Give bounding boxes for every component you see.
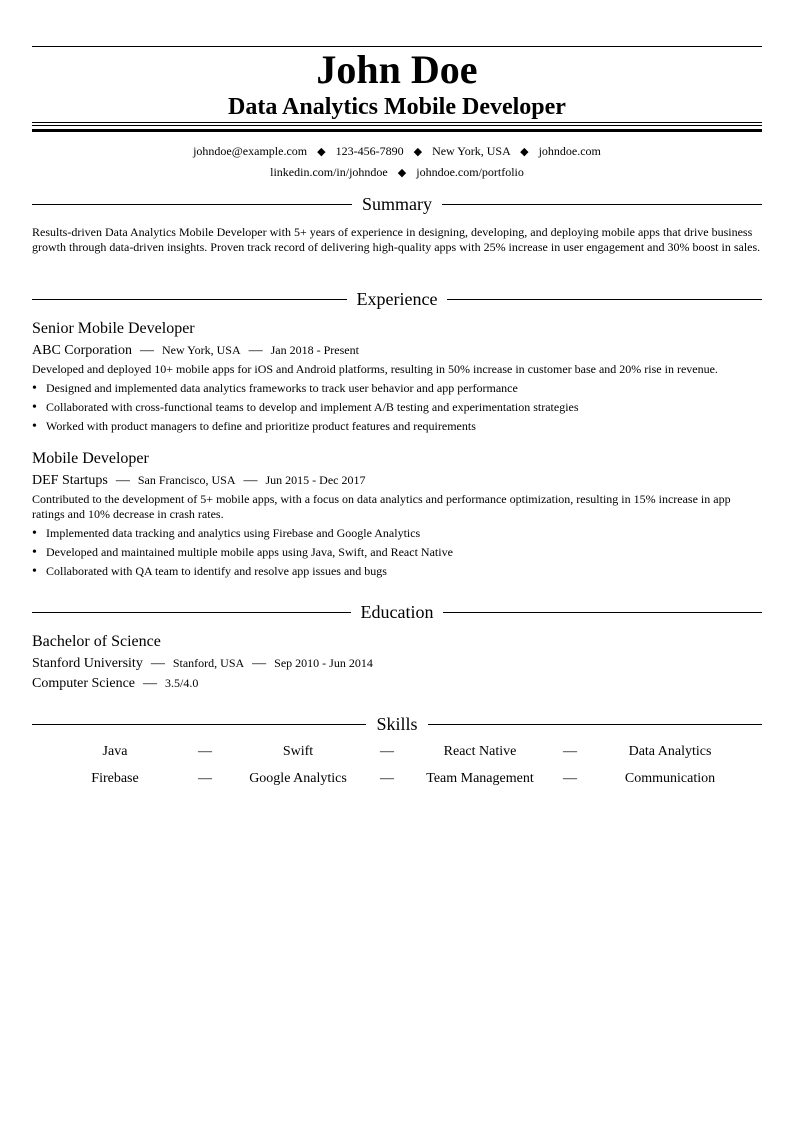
section-title: Education (351, 602, 444, 622)
candidate-title: Data Analytics Mobile Developer (228, 94, 566, 120)
skill-item: Firebase (91, 771, 139, 786)
dash-separator: — (563, 771, 577, 786)
major: Computer Science (32, 676, 136, 691)
diamond-separator-icon: ◆ (413, 146, 423, 158)
job-description: Developed and deployed 10+ mobile apps for iOS and Android platforms, resulting in 50% increase in customer base and 20% rise in revenue. (32, 362, 718, 376)
website-link[interactable]: johndoe.com (538, 144, 601, 158)
list-item (32, 524, 762, 543)
list-item (32, 562, 762, 581)
skill-item: Google Analytics (249, 771, 347, 786)
job-meta (32, 341, 359, 360)
candidate-name: John Doe (316, 47, 478, 92)
company-name: ABC Corporation (32, 343, 132, 358)
list-item (32, 543, 762, 562)
bullet-icon: • (32, 400, 37, 415)
location: New York, USA (432, 144, 511, 158)
job-bullets (32, 524, 762, 581)
portfolio-link[interactable]: johndoe.com/portfolio (416, 165, 524, 179)
dash-separator: — (243, 473, 258, 488)
degree: Bachelor of Science (32, 633, 161, 650)
job-meta (32, 471, 366, 490)
dash-separator: — (252, 656, 267, 671)
bullet-icon: • (32, 419, 37, 434)
dash-separator: — (563, 744, 577, 759)
skills-row (32, 743, 762, 770)
email-link[interactable]: johndoe@example.com (193, 144, 308, 158)
education-heading (32, 600, 762, 624)
school-meta (32, 654, 373, 673)
skills-grid (32, 743, 762, 797)
skills-row (32, 770, 762, 797)
header-rule-thick (32, 129, 762, 132)
dash-separator: — (150, 656, 165, 671)
skill-item: Data Analytics (628, 744, 712, 759)
job-dates: Jun 2015 - Dec 2017 (265, 473, 366, 487)
dash-separator: — (143, 676, 158, 691)
skill-item: Communication (624, 771, 716, 786)
list-item (32, 417, 762, 436)
bullet-text: Collaborated with cross-functional teams to develop and implement A/B testing and experimentation strategies (46, 400, 579, 414)
job-dates: Jan 2018 - Present (270, 343, 359, 357)
bullet-text: Designed and implemented data analytics frameworks to track user behavior and app performance (46, 381, 518, 395)
school-dates: Sep 2010 - Jun 2014 (274, 656, 373, 670)
header-rule (32, 122, 762, 123)
summary-text: Results-driven Data Analytics Mobile Developer with 5+ years of experience in designing, developing, and deploying mobile apps that drive business growth through data-driven insights. Proven track record of delivering high-quality apps with 25% increase in user engagement and 30% boost in sales. (32, 225, 761, 254)
job-title: Mobile Developer (32, 450, 149, 467)
bullet-icon: • (32, 564, 37, 579)
dash-separator: — (380, 771, 394, 786)
dash-separator: — (198, 771, 212, 786)
job-location: New York, USA (161, 343, 241, 357)
header-rule (32, 125, 762, 126)
experience-heading (32, 287, 762, 311)
school-location: Stanford, USA (172, 656, 245, 670)
bullet-text: Collaborated with QA team to identify and resolve app issues and bugs (46, 564, 387, 578)
section-title: Experience (347, 289, 448, 309)
contact-line (32, 143, 762, 160)
bullet-icon: • (32, 545, 37, 560)
job-bullets (32, 379, 762, 436)
list-item (32, 379, 762, 398)
skill-item: Team Management (426, 771, 534, 786)
bullet-text: Worked with product managers to define and prioritize product features and requirements (46, 419, 476, 433)
phone-number: 123-456-7890 (335, 144, 404, 158)
school-name: Stanford University (32, 656, 143, 671)
section-title: Summary (352, 194, 442, 214)
section-title: Skills (366, 714, 427, 734)
job-title: Senior Mobile Developer (32, 320, 195, 337)
skills-heading (32, 712, 762, 736)
job-description: Contributed to the development of 5+ mobile apps, with a focus on data analytics and performance optimization, resulting in 15% increase in app ratings and 10% decrease in crash rates. (32, 492, 731, 521)
dash-separator: — (198, 744, 212, 759)
skill-item: Java (102, 744, 128, 759)
linkedin-link[interactable]: linkedin.com/in/johndoe (270, 165, 388, 179)
diamond-separator-icon: ◆ (317, 146, 326, 158)
bullet-text: Developed and maintained multiple mobile apps using Java, Swift, and React Native (46, 545, 453, 559)
skill-item: Swift (282, 744, 314, 759)
bullet-icon: • (32, 526, 37, 541)
dash-separator: — (115, 473, 130, 488)
company-name: DEF Startups (32, 473, 108, 488)
job-location: San Francisco, USA (137, 473, 236, 487)
skill-item: React Native (443, 744, 517, 759)
list-item (32, 398, 762, 417)
contact-line (32, 164, 762, 181)
major-meta (32, 674, 198, 693)
dash-separator: — (248, 343, 263, 358)
dash-separator: — (139, 343, 154, 358)
dash-separator: — (380, 744, 394, 759)
bullet-text: Implemented data tracking and analytics using Firebase and Google Analytics (46, 526, 421, 540)
bullet-icon: • (32, 381, 37, 396)
diamond-separator-icon: ◆ (520, 146, 529, 158)
diamond-separator-icon: ◆ (397, 167, 407, 179)
gpa: 3.5/4.0 (165, 676, 199, 690)
summary-heading (32, 192, 762, 216)
